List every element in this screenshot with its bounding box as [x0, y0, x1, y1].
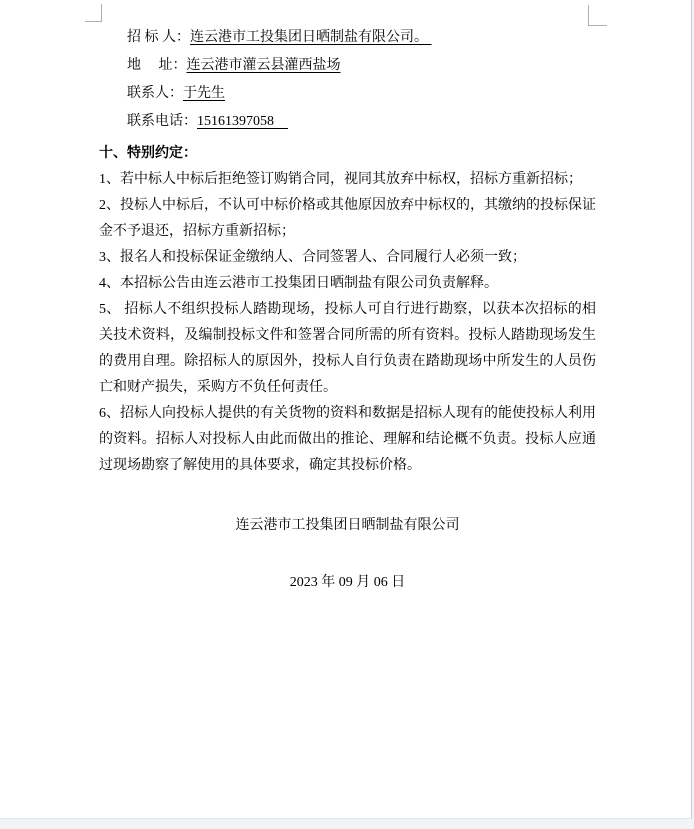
clause-paragraph-5: 5、 招标人不组织投标人踏勘现场，投标人可自行进行勘察，以获本次招标的相关技术资料，及编制投标文件和签署合同所需的所有资料。投标人踏勘现场发生的费用自理。除招标人的原因外，投标人自行负责在踏勘现场中所发生的人员伤亡和财产损失，采购方不负任何责任。 [99, 302, 596, 395]
contact-phone-label: 联系电话： [127, 114, 197, 129]
bidder-line [127, 24, 596, 52]
document-content [99, 24, 596, 596]
signature-company: 连云港市工投集团日晒制盐有限公司 [235, 518, 460, 533]
signature-date: 2023 年 09 月 06 日 [289, 575, 406, 590]
contact-person-label: 联系人： [127, 86, 183, 101]
address-line [127, 52, 596, 80]
contact-person-line [127, 80, 596, 108]
address-value: 连云港市灌云县灌西盐场 [186, 58, 341, 73]
contact-person-value: 于先生 [183, 86, 225, 101]
contact-block [99, 24, 596, 136]
clause-paragraph-3: 3、报名人和投标保证金缴纳人、合同签署人、合同履行人必须一致； [99, 250, 526, 265]
bidder-label: 招 标 人： [127, 30, 190, 45]
bidder-value: 连云港市工投集团日晒制盐有限公司。 [190, 30, 432, 45]
clause-paragraph-6: 6、招标人向投标人提供的有关货物的资料和数据是招标人现有的能使投标人利用的资料。招标人对投标人由此而做出的推论、理解和结论概不负责。投标人应通过现场勘察了解使用的具体要求，确定其投标价格。 [99, 406, 596, 473]
contact-phone-line [127, 108, 596, 136]
clause-paragraph-4: 4、本招标公告由连云港市工投集团日晒制盐有限公司负责解释。 [99, 276, 498, 291]
clause-paragraph-1: 1、若中标人中标后拒绝签订购销合同，视同其放弃中标权，招标方重新招标； [99, 172, 582, 187]
text-boundary-mark-top-left [85, 4, 102, 22]
section-heading: 十、特别约定： [99, 146, 197, 161]
contact-phone-value: 15161397058 [197, 114, 288, 129]
address-label: 地 址： [127, 58, 187, 73]
clause-paragraph-2: 2、投标人中标后，不认可中标价格或其他原因放弃中标权的，其缴纳的投标保证金不予退还，招标方重新招标； [99, 198, 596, 239]
text-boundary-mark-top-right [588, 5, 607, 26]
